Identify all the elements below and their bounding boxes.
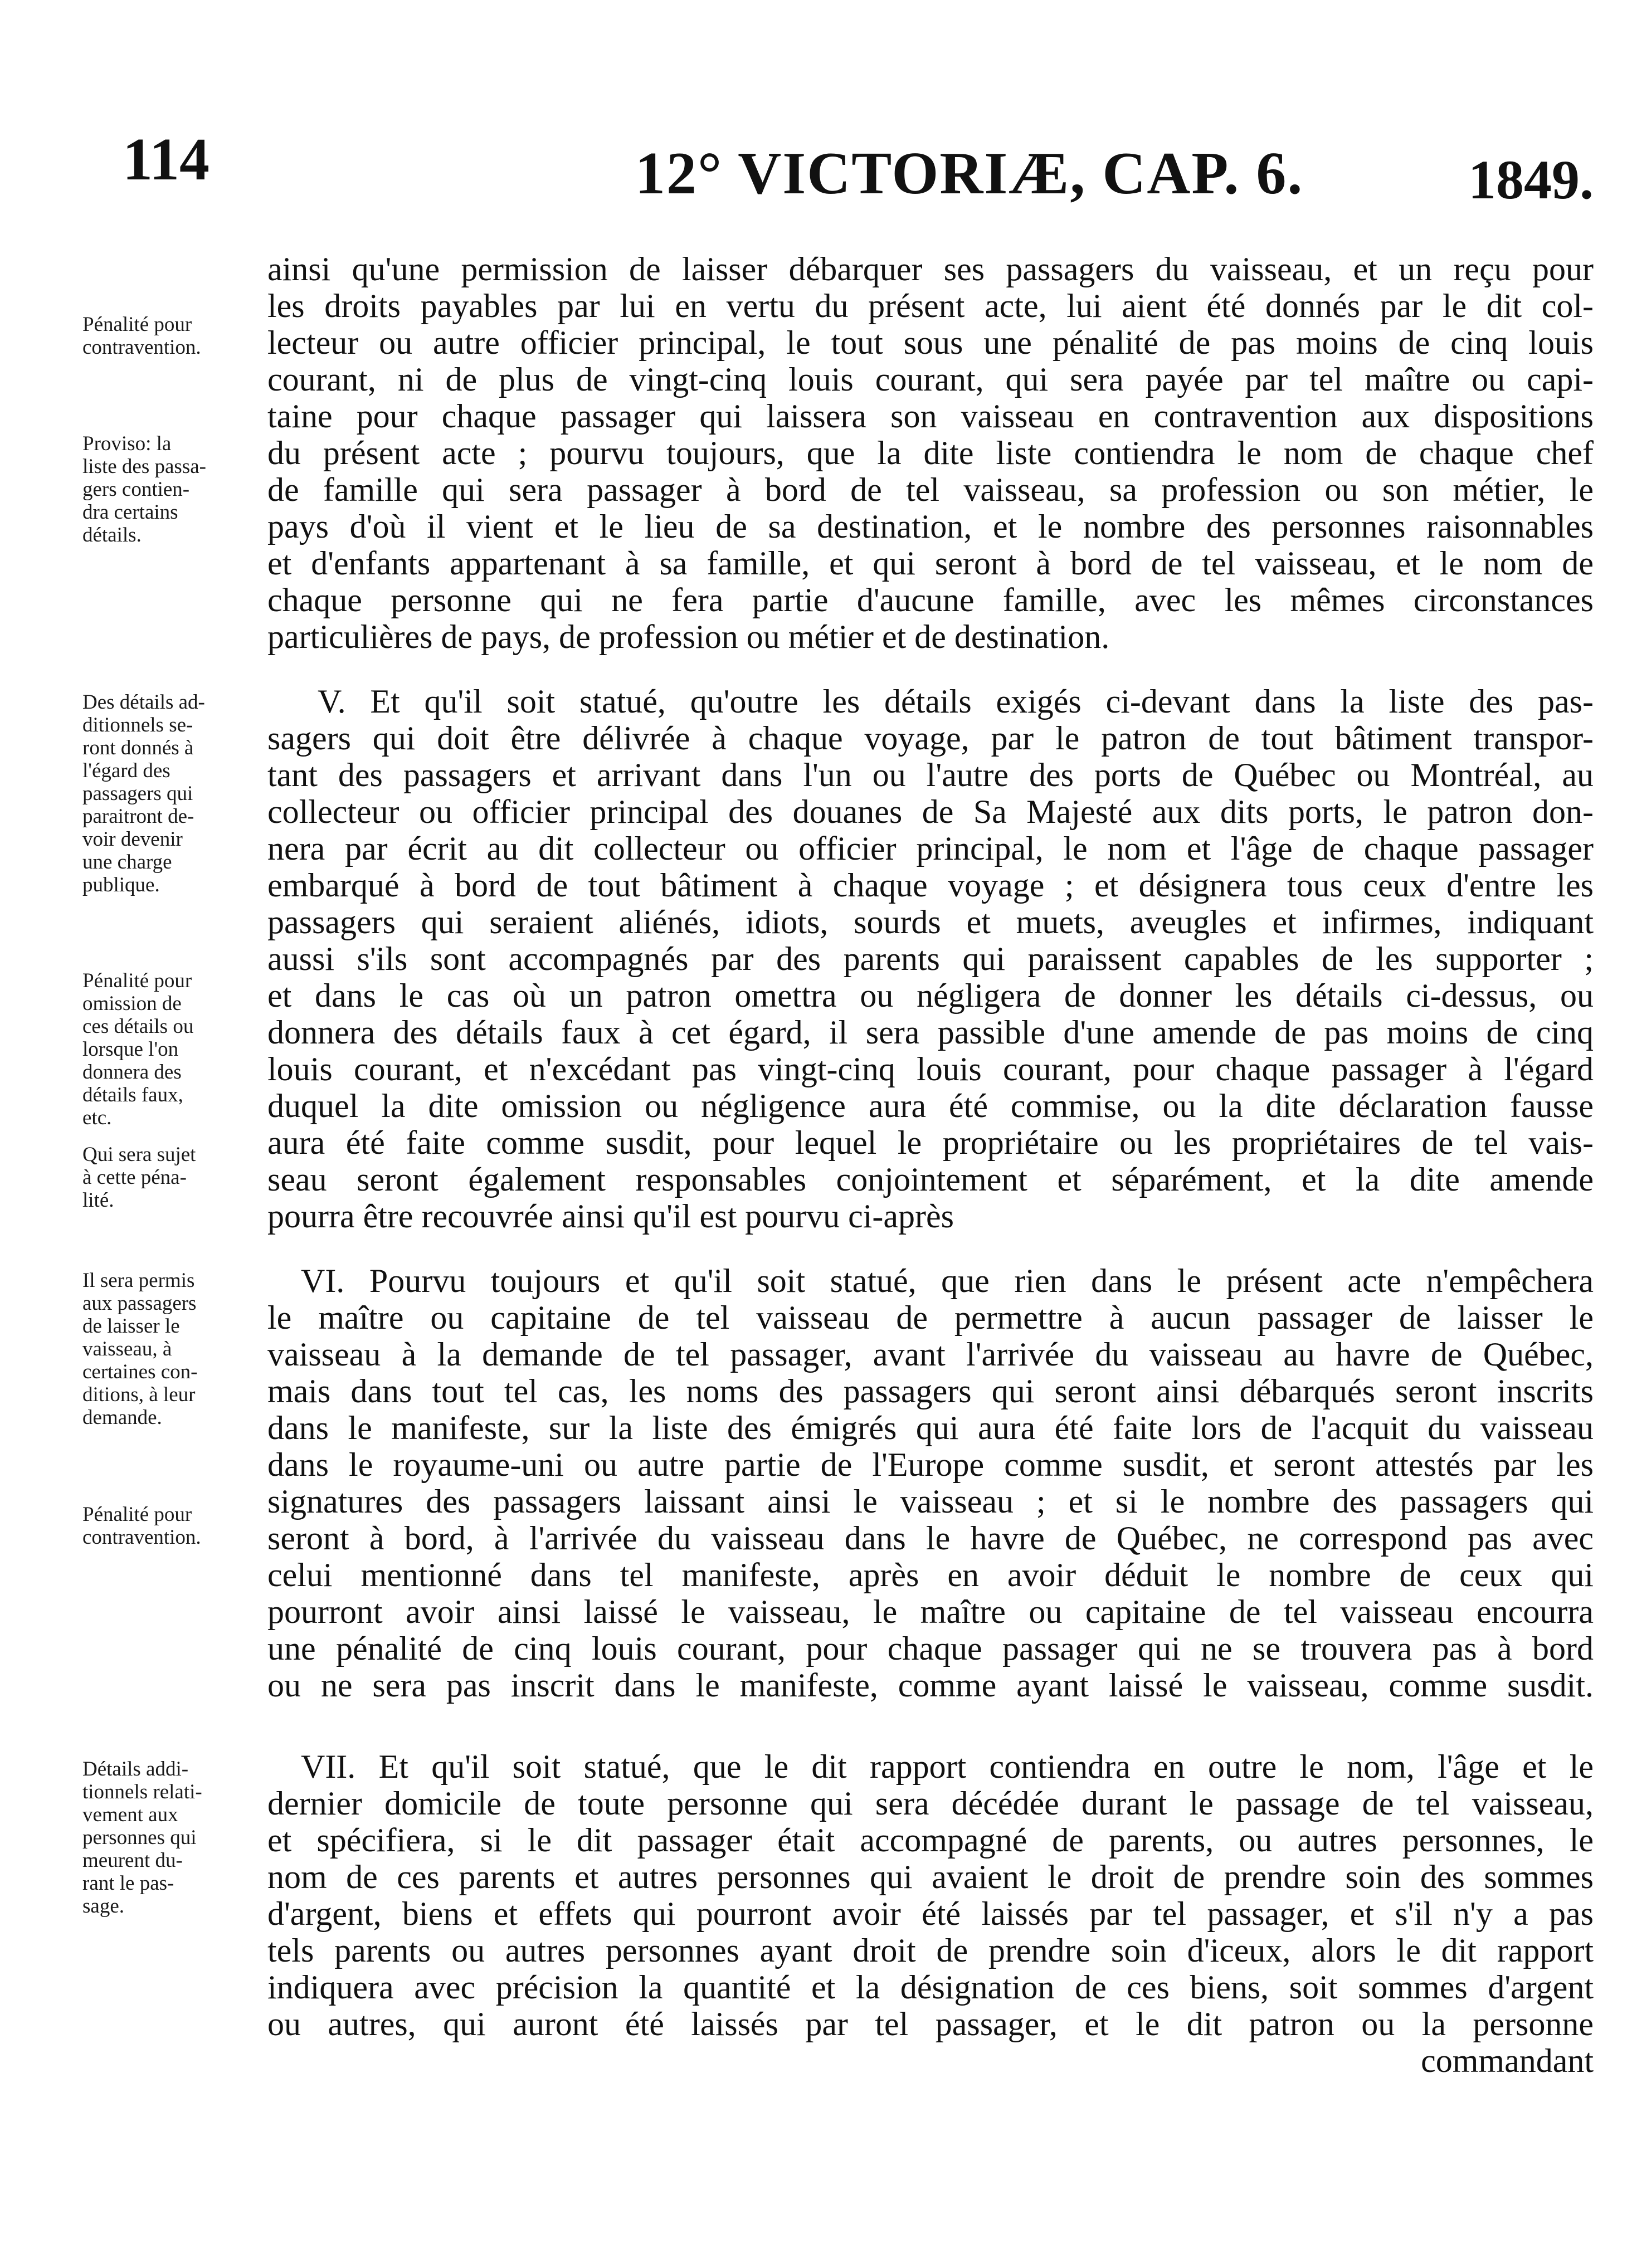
catchword: commandant: [1421, 2042, 1594, 2079]
margin-note: Qui sera sujet à cette péna- lité.: [82, 1143, 196, 1212]
margin-note: Il sera permis aux passagers de laisser le vaisseau, à certaines con- ditions, à leur demande.: [82, 1269, 198, 1429]
margin-note: Pénalité pour omission de ces détails ou lorsque l'on donnera des détails faux, etc.: [82, 969, 194, 1129]
paragraph-section-vi: VI. Pourvu toujours et qu'il soit statué, que rien dans le présent acte n'empêchera le maître ou capitaine de tel vaisseau de permettre à aucun passager de laisser le vaisseau à la demande de tel passager, avant l'arrivée du vaisseau au havre de Québec, mais dans tout tel cas, les noms des passagers qui seront ainsi débarqués seront inscrits dans le manifeste, sur la liste des émigrés qui aura été faite lors de l'acquit du vaisseau dans le royaume-uni ou autre partie de l'Europe comme susdit, et seront attestés par les signatures des passagers laissant ainsi le vaisseau ; et si le nombre des passagers qui seront à bord, à l'arrivée du vaisseau dans le havre de Québec, ne correspond pas avec celui mentionné dans tel manifeste, après en avoir déduit le nombre de ceux qui pourront avoir ainsi laissé le vaisseau, le maître ou capitaine de tel vaisseau encourra une pénalité de cinq louis courant, pour chaque passager qui ne se trouvera pas à bord ou ne sera pas inscrit dans le manifeste, comme ayant laissé le vaisseau, comme susdit.: [267, 1262, 1594, 1704]
page-number: 114: [123, 126, 210, 193]
year: 1849.: [1468, 149, 1594, 211]
margin-note: Détails addi- tionnels relati- vement aux personnes qui meurent du- rant le pas- sage.: [82, 1758, 202, 1918]
paragraph-section-vii: VII. Et qu'il soit statué, que le dit rapport contiendra en outre le nom, l'âge et le dernier domicile de toute personne qui sera décédée durant le passage de tel vaisseau, et spécifiera, si le dit passager était accompagné de parents, ou autres personnes, le nom de ces parents et autres personnes qui avaient le droit de prendre soin des sommes d'argent, biens et effets qui pourront avoir été laissés par tel passager, et s'il n'y a pas tels parents ou autres personnes ayant droit de prendre soin d'iceux, alors le dit rapport indiquera avec précision la quantité et la désignation de ces biens, soit sommes d'argent ou autres, qui auront été laissés par tel passager, et le dit patron ou la personne commandant: [267, 1748, 1594, 2079]
margin-note: Pénalité pour contravention.: [82, 1503, 201, 1549]
paragraph-section-v: V. Et qu'il soit statué, qu'outre les détails exigés ci-devant dans la liste des pas- sagers qui doit être délivrée à chaque voyage, par le patron de tout bâtiment transpor- tant des passagers et arrivant dans l'un ou l'autre des ports de Québec ou Montréal, au collecteur ou officier principal des douanes de Sa Majesté aux dits ports, le patron don- nera par écrit au dit collecteur ou officier principal, le nom et l'âge de chaque passager embarqué à bord de tout bâtiment à chaque voyage ; et désignera tous ceux d'entre les passagers qui seraient aliénés, idiots, sourds et muets, aveugles et infirmes, indiquant aussi s'ils sont accompagnés par des parents qui paraissent capables de les supporter ; et dans le cas où un patron omettra ou négligera de donner les détails ci-dessus, ou donnera des détails faux à cet égard, il sera passible d'une amende de pas moins de cinq louis courant, et n'excédant pas vingt-cinq louis courant, pour chaque passager à l'égard duquel la dite omission ou négligence aura été commise, ou la dite déclaration fausse aura été faite comme susdit, pour lequel le propriétaire ou les propriétaires de tel vais- seau seront également responsables conjointement et séparément, et la dite amende pourra être recouvrée ainsi qu'il est pourvu ci-après: [267, 683, 1594, 1235]
margin-note: Proviso: la liste des passa- gers contien- dra certains détails.: [82, 432, 206, 547]
margin-note: Des détails ad- ditionnels se- ront donnés à l'égard des passagers qui paraitront de- voir devenir une charge publique.: [82, 691, 205, 896]
margin-note: Pénalité pour contravention.: [82, 313, 201, 359]
paragraph-continuation: ainsi qu'une permission de laisser débarquer ses passagers du vaisseau, et un reçu pour les droits payables par lui en vertu du présent acte, lui aient été donnés par le dit col- lecteur ou autre officier principal, le tout sous une pénalité de pas moins de cinq louis courant, ni de plus de vingt-cinq louis courant, qui sera payée par tel maître ou capi- taine pour chaque passager qui laissera son vaisseau en contravention aux dispositions du présent acte ; pourvu toujours, que la dite liste contiendra le nom de chaque chef de famille qui sera passager à bord de tel vaisseau, sa profession ou son métier, le pays d'où il vient et le lieu de sa destination, et le nombre des personnes raisonnables et d'enfants appartenant à sa famille, et qui seront à bord de tel vaisseau, et le nom de chaque personne qui ne fera partie d'aucune famille, avec les mêmes circonstances particulières de pays, de profession ou métier et de destination.: [267, 251, 1594, 655]
running-title: 12° VICTORIÆ, CAP. 6.: [635, 140, 1304, 207]
page-header: [123, 125, 1594, 214]
